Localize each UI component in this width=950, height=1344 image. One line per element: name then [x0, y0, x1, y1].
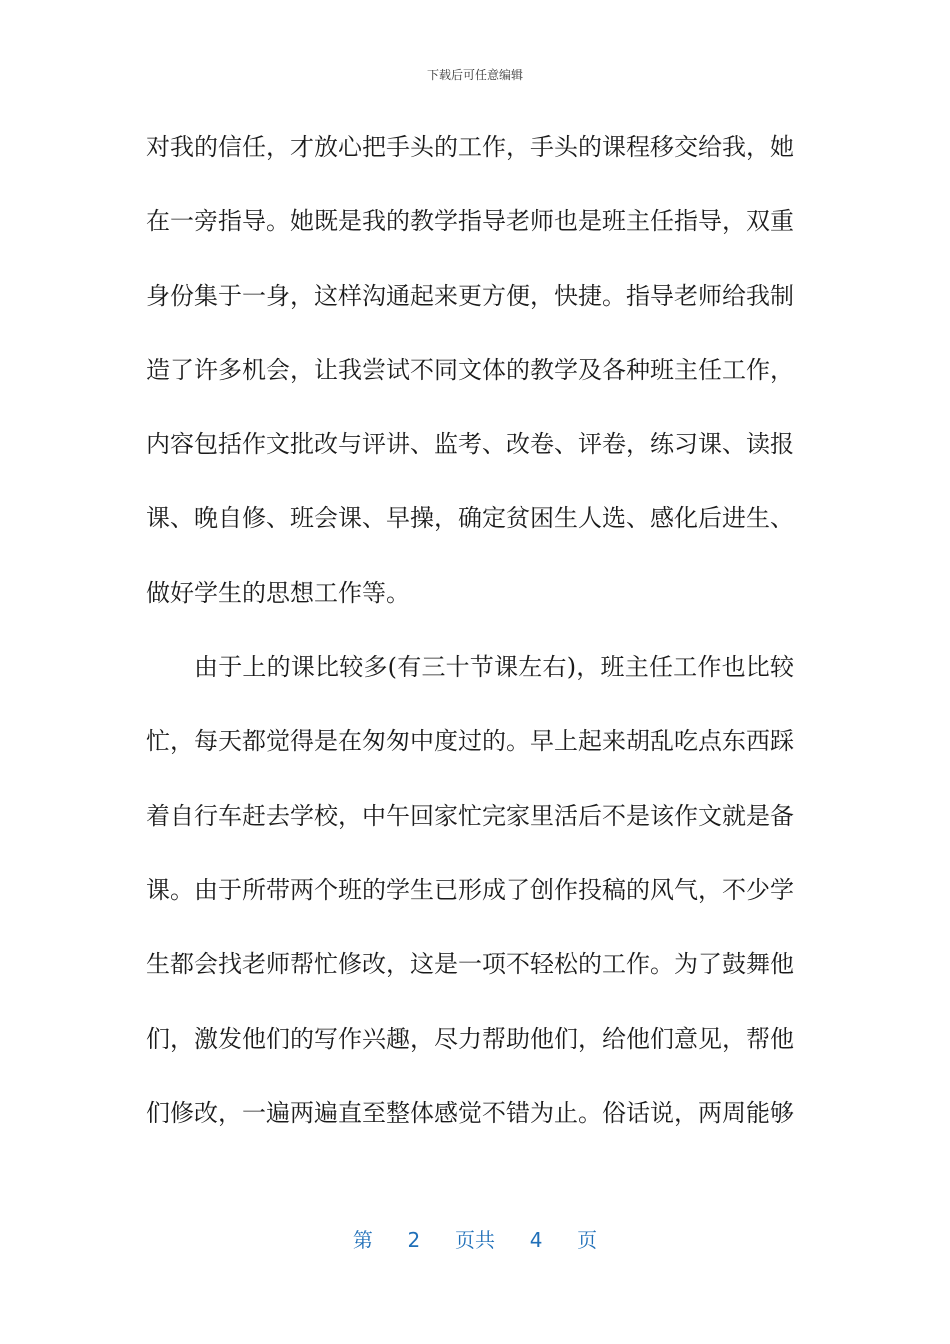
- current-page-number: 2: [407, 1228, 421, 1252]
- page-middle-label: 页共: [455, 1228, 495, 1252]
- page-prefix: 第: [352, 1228, 373, 1252]
- paragraph-line: 对我的信任，才放心把手头的工作，手头的课程移交给我，她: [146, 133, 794, 161]
- paragraph-line: 在一旁指导。她既是我的教学指导老师也是班主任指导，双重: [146, 207, 794, 236]
- page-suffix: 页: [577, 1228, 598, 1252]
- paragraph-line: 们修改，一遍两遍直至整体感觉不错为止。俗话说，两周能够: [146, 1098, 794, 1127]
- paragraph-line: 们，激发他们的写作兴趣，尽力帮助他们，给他们意见，帮他: [146, 1024, 794, 1053]
- page-number-footer: [0, 1224, 950, 1253]
- paragraph-first-line: 由于上的课比较多(有三十节课左右)，班主任工作也比较: [194, 653, 794, 682]
- paragraph-line: 课、晚自修、班会课、早操，确定贫困生人选、感化后进生、: [146, 504, 794, 533]
- paragraph-line: 做好学生的思想工作等。: [146, 578, 410, 607]
- paragraph-line: 着自行车赶去学校，中午回家忙完家里活后不是该作文就是备: [146, 801, 794, 830]
- paragraph-line: 课。由于所带两个班的学生已形成了创作投稿的风气，不少学: [146, 875, 794, 904]
- document-body: [146, 122, 794, 1162]
- paragraph-line: 生都会找老师帮忙修改，这是一项不轻松的工作。为了鼓舞他: [146, 950, 794, 979]
- paragraph-line: 内容包括作文批改与评讲、监考、改卷、评卷，练习课、读报: [146, 430, 794, 459]
- paragraph-line: 身份集于一身，这样沟通起来更方便，快捷。指导老师给我制: [146, 281, 794, 310]
- page-header-note: 下载后可任意编辑: [426, 68, 523, 82]
- paragraph-line: 忙，每天都觉得是在匆匆中度过的。早上起来胡乱吃点东西踩: [146, 727, 794, 756]
- total-pages-number: 4: [529, 1228, 543, 1252]
- paragraph-line: 造了许多机会，让我尝试不同文体的教学及各种班主任工作，: [146, 355, 794, 384]
